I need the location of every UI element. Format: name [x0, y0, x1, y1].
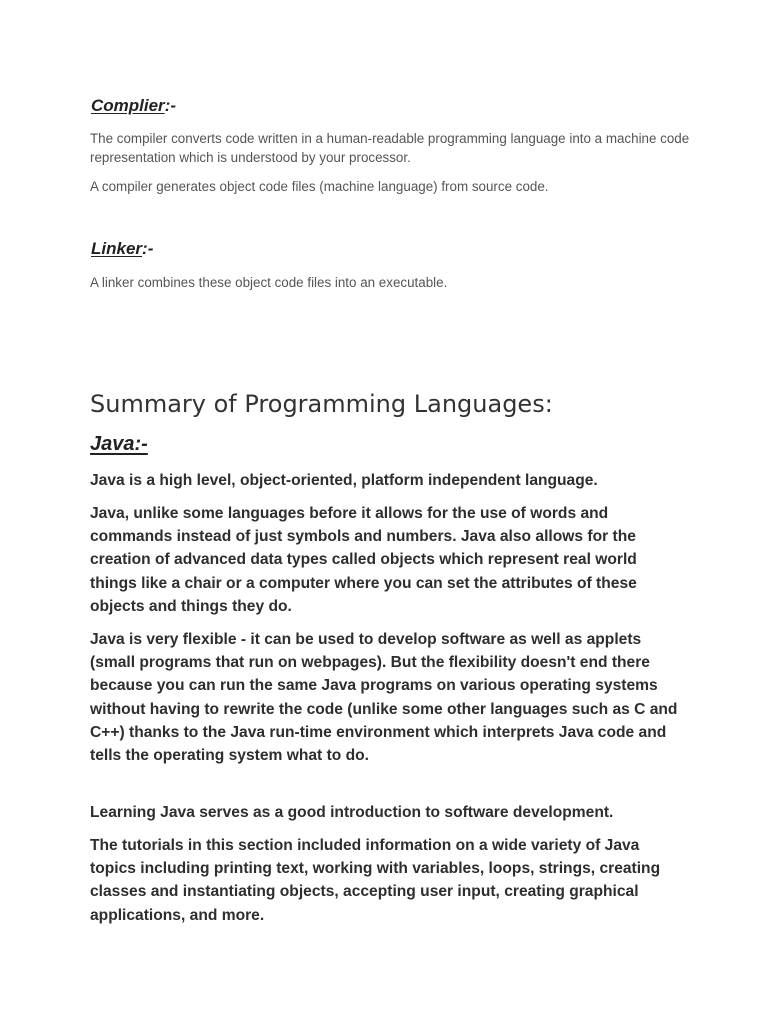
compiler-paragraph-2: A compiler generates object code files (machine language) from source code.	[90, 179, 549, 194]
linker-heading-word: Linker	[91, 239, 143, 258]
summary-title: Summary of Programming Languages:	[90, 390, 553, 418]
java-paragraph-4: Learning Java serves as a good introduction to software development.	[90, 804, 614, 821]
java-paragraph-1: Java is a high level, object-oriented, platform independent language.	[90, 472, 598, 489]
compiler-heading	[91, 96, 176, 116]
linker-heading-suffix: :-	[142, 239, 154, 258]
linker-heading	[91, 239, 153, 259]
java-paragraph-3: Java is very flexible - it can be used to develop software as well as applets (small programs that run on webpages). But the flexibility doesn't end there because you can run the same Java programs on various operating systems without having to rewrite the code (unlike some other languages such as C and C++) thanks to the Java run-time environment which interprets Java code and tells the operating system what to do.	[90, 631, 678, 765]
compiler-paragraph-1: The compiler converts code written in a human-readable programming language into a machine code representation which is understood by your processor.	[90, 131, 690, 165]
java-paragraph-5: The tutorials in this section included information on a wide variety of Java topics including printing text, working with variables, loops, strings, creating classes and instantiating objects, accepting user input, creating graphical applications, and more.	[90, 837, 661, 924]
compiler-heading-word: Complier	[91, 96, 165, 115]
compiler-heading-suffix: :-	[164, 96, 177, 115]
java-paragraph-2: Java, unlike some languages before it allows for the use of words and commands instead of just symbols and numbers. Java also allows for the creation of advanced data types called objects which represent real world things like a chair or a computer where you can set the attributes of these objects and things they do.	[90, 505, 637, 615]
java-heading: Java:-	[90, 433, 148, 455]
linker-paragraph-1: A linker combines these object code files into an executable.	[90, 275, 448, 290]
